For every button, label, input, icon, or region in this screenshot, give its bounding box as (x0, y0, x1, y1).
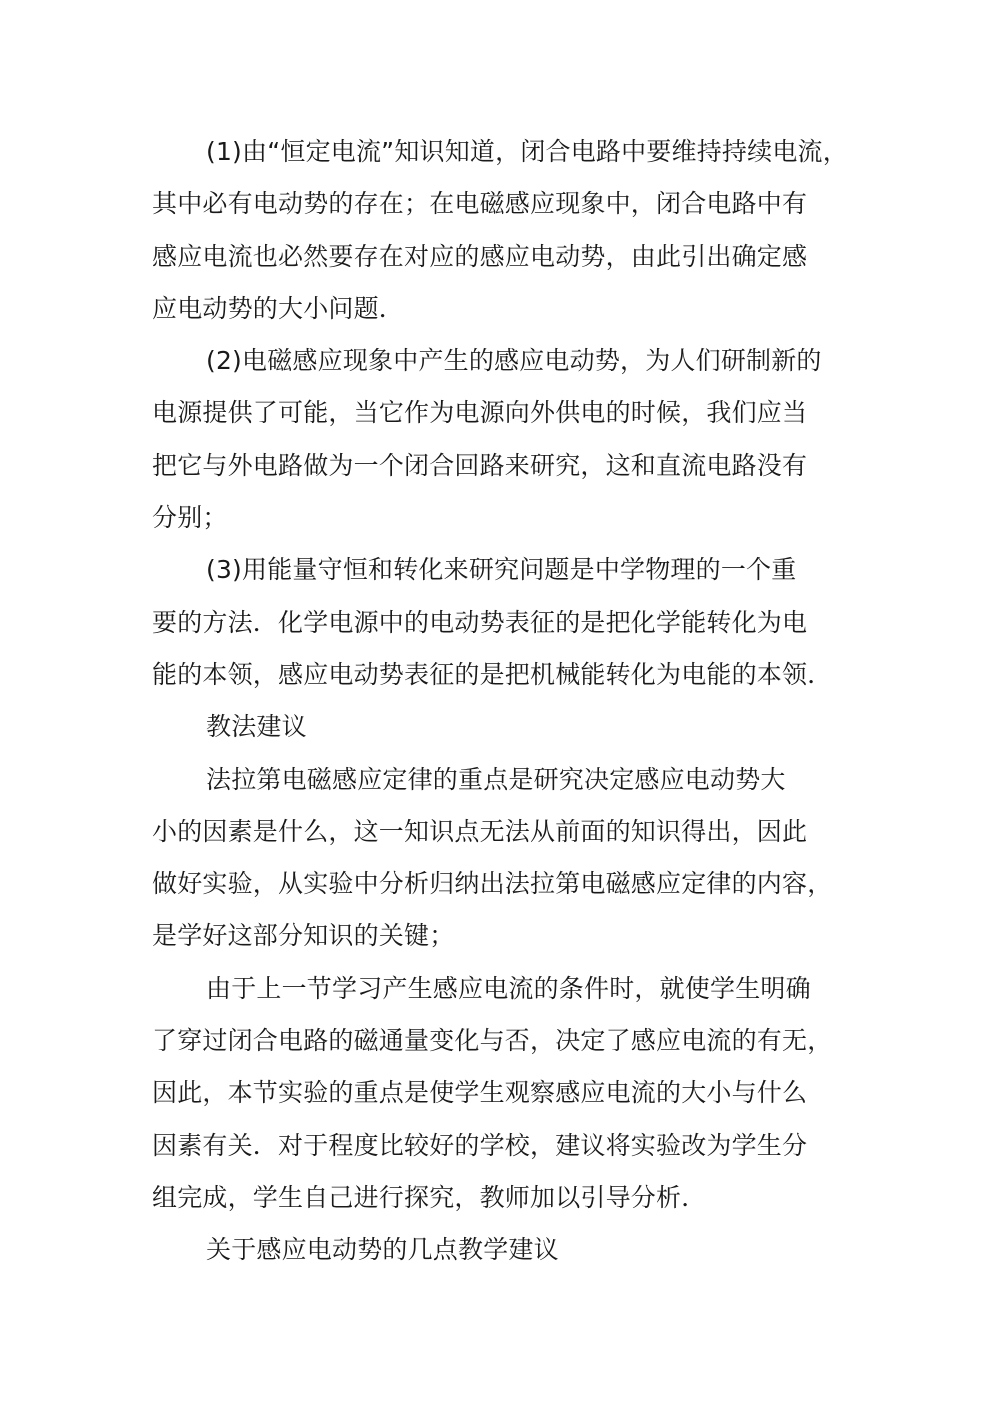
section-heading-teaching-suggestions (152, 701, 872, 753)
text-line: 分别； (152, 503, 228, 533)
text-line: 由于上一节学习产生感应电流的条件时，就使学生明确 (206, 973, 811, 1003)
text-line: 要的方法．化学电源中的电动势表征的是把化学能转化为电 (152, 607, 808, 637)
text-line: 了穿过闭合电路的磁通量变化与否，决定了感应电流的有无， (152, 1026, 833, 1056)
text-line: 小的因素是什么，这一知识点无法从前面的知识得出，因此 (152, 816, 808, 846)
text-line: (1)由“恒定电流”知识知道，闭合电路中要维持持续电流， (206, 137, 848, 166)
paragraph-2 (152, 335, 872, 544)
text-line: (3)用能量守恒和转化来研究问题是中学物理的一个重 (206, 555, 797, 585)
document-page (152, 126, 872, 1277)
text-line: 因此，本节实验的重点是使学生观察感应电流的大小与什么 (152, 1078, 808, 1108)
text-line: 做好实验，从实验中分析归纳出法拉第电磁感应定律的内容， (152, 869, 833, 899)
text-line: 是学好这部分知识的关键； (152, 921, 455, 951)
text-line: 应电动势的大小问题． (152, 293, 405, 323)
text-line: 电源提供了可能，当它作为电源向外供电的时候，我们应当 (152, 398, 808, 428)
section-heading-emf-suggestions (152, 1224, 872, 1276)
text-line: 因素有关．对于程度比较好的学校，建议将实验改为学生分 (152, 1130, 808, 1160)
heading-text: 教法建议 (206, 712, 307, 742)
paragraph-1 (152, 126, 872, 335)
paragraph-3 (152, 544, 872, 701)
paragraph-4 (152, 754, 872, 963)
text-line: 其中必有电动势的存在；在电磁感应现象中，闭合电路中有 (152, 189, 808, 219)
text-line: 能的本领，感应电动势表征的是把机械能转化为电能的本领． (152, 659, 833, 689)
text-line: 把它与外电路做为一个闭合回路来研究，这和直流电路没有 (152, 450, 808, 480)
heading-text: 关于感应电动势的几点教学建议 (206, 1235, 559, 1265)
text-line: 法拉第电磁感应定律的重点是研究决定感应电动势大 (206, 764, 786, 794)
text-line: 组完成，学生自己进行探究，教师加以引导分析． (152, 1182, 707, 1212)
text-line: (2)电磁感应现象中产生的感应电动势，为人们研制新的 (206, 346, 822, 376)
paragraph-5 (152, 963, 872, 1224)
text-line: 感应电流也必然要存在对应的感应电动势，由此引出确定感 (152, 241, 808, 271)
